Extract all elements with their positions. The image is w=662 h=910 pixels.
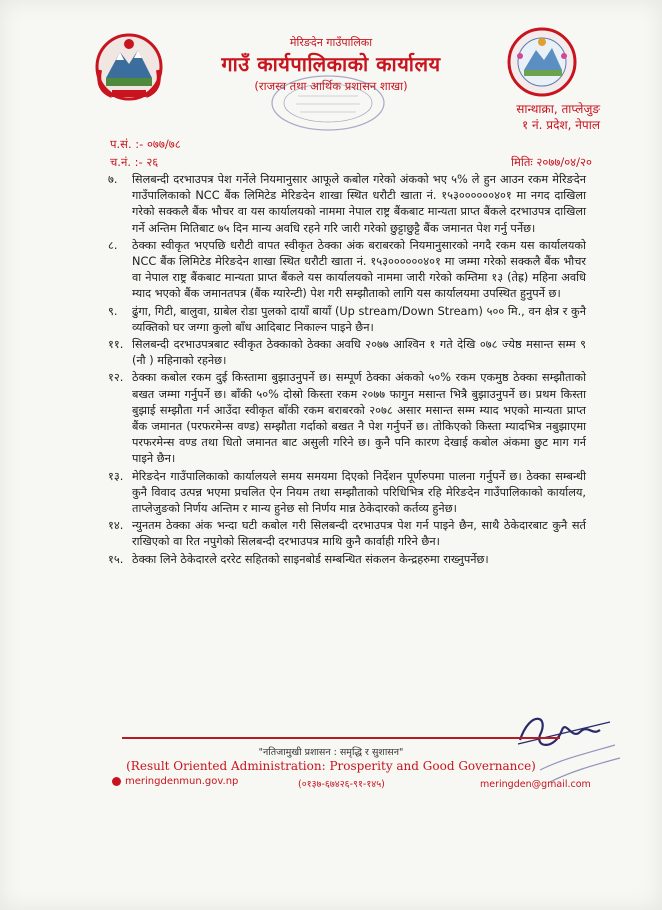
item-number: १३. [108,469,124,483]
list-item [108,370,586,467]
list-item [108,238,586,303]
item-text: ठेक्का लिने ठेकेदारले दररेट सहितको साइनबोर्ड सम्बन्धित संकलन केन्द्रहरुमा राख्नुपर्नेछ। [132,552,489,566]
list-item [108,469,586,518]
item-text: ठेक्का स्वीकृत भएपछि धरौटी वापत स्वीकृत ठेक्का अंक बराबरको नियमानुसारको नगदै रकम यस कार्यालयको NCC बैंक लिमिटेड मेरिङदेन शाखा स्थित धरौटी खाता नं. १५३००००००४०१ मा जम्मा गरेको सक्कलै बैंक भौचर वा नेपाल राष्ट्र बैंकबाट मान्यता प्राप्त बैंकले यस कार्यालयको नाममा जारी गरेको कम्तिमा १३ (तेह्र) महिना अवधि म्याद भएको बैंक जमानतपत्र (बैंक ग्यारेन्टी) पेश गरी सम्झौताको लागि यस कार्यालयमा उपस्थित हुनुपर्ने छ। [132,238,586,301]
item-text: ढुंगा, गिटी, बालुवा, ग्राबेल रोडा पुलको दायाँ बायाँ (Up stream/Down Stream) ५०० मि., वन क्षेत्र र कुनै व्यक्तिको घर जग्गा कुलो बाँध आदिबाट निकाल्न पाइने छैन। [132,304,586,334]
office-title: गाउँ कार्यपालिकाको कार्यालय [221,52,441,76]
item-number: १४. [108,519,124,533]
list-item [108,304,586,336]
footer-rule [122,737,560,739]
item-number: १५. [108,552,124,566]
item-text: ठेक्का कबोल रकम दुई किस्तामा बुझाउनुपर्ने छ। सम्पूर्ण ठेक्का अंकको ५०% रकम एकमुष्ठ ठेक्का सम्झौताको बखत जम्मा गर्नुपर्ने छ। बाँकी ५०% दोस्रो किस्ता रकम २०७७ फागुन मसान्त भित्रै बुझाउनुपर्ने छ। प्रथम किस्ता बुझाई सम्झौता गर्न आउँदा स्वीकृत बाँकी रकम बराबरको २०७८ असार मसान्त सम्म म्याद भएको मान्यता प्राप्त बैंक जमानत (परफरमेन्स वण्ड) सम्झौता गर्दाको बखत नै पेश गर्नुपर्ने छ। तोकिएको किस्ता म्यादभित्र नबुझाएमा परफरमेन्स वण्ड तथा धितो जमानत बाट असुली गरिने छ। कुनै पनि कारण देखाई कबोल अंकमा छुट माग गर्न पाइने छैन। [132,371,586,466]
item-number: ९. [108,304,118,318]
office-stamp-icon [268,72,388,134]
website[interactable] [112,776,238,787]
phone-number: (०१३७-६७४२६-९१-१४५) [298,779,385,790]
item-number: १२. [108,371,124,385]
conditions-list [108,172,586,569]
list-item [108,518,586,550]
branch-name: (राजस्व तथा आर्थिक प्रशासन शाखा) [254,79,408,93]
list-item [108,552,586,568]
item-number: ११. [108,338,124,352]
list-item [108,337,586,369]
item-text: सिलबन्दी दरभाउपत्र पेश गर्नेले नियमानुसार आफूले कबोल गरेको अंकको भए ५% ले हुन आउन रकम मेरिङदेन गाउँपालिकाको NCC बैंक लिमिटेड मेरिङदेन शाखा स्थित धरौटी खाता नं. १५३००००००४०१ मा नगद दाखिला गरेको सक्कलै बैंक भौचर वा यस कार्यालयको नाममा नेपाल राष्ट्र बैंकबाट मान्यता प्राप्त बैंकले दरभाउपत्र दाखिला गर्ने अन्तिम मितिबाट ७५ दिन मान्य अवधि रहने गरि जारी गरेको छुट्टाछुट्टै बैंक जमानत पेश गर्नु पर्नेछ। [132,173,586,235]
address-line-1: सान्थाक्रा, ताप्लेजुङ [516,102,600,116]
patra-sankhya: प.सं. :- ०७७/७८ [110,137,181,151]
motto-english: (Result Oriented Administration: Prosperity and Good Governance) [126,759,536,773]
globe-icon [112,777,121,786]
letter-date: मितिः २०७७/०४/२० [511,155,592,169]
item-text: मेरिङदेन गाउँपालिकाको कार्यालयले समय समयमा दिएको निर्देशन पूर्णरुपमा पालना गर्नुपर्ने छ। ठेक्का सम्बन्धी कुनै विवाद उत्पन्न भएमा प्रचलित ऐन नियम तथा सम्झौताको परिधिभित्र रहि मेरिङदेन गाउँपालिकाको कार्यालय, ताप्लेजुङको निर्णय अन्तिम र मान्य हुनेछ सो निर्णय मान्न ठेकेदारको कर्तव्य हुनेछ। [132,469,586,516]
item-number: ८. [108,238,118,252]
email-address[interactable]: meringden@gmail.com [480,779,591,790]
website-text: meringdenmun.gov.np [125,776,239,787]
item-text: न्युनतम ठेक्का अंक भन्दा घटी कबोल गरी सिलबन्दी दरभाउपत्र पेश गर्न पाइने छैन, साथै ठेकेदारबाट कुनै सर्त राखिएको वा रित नपुगेको सिलबन्दी दरभाउपत्र माथि कुनै कार्वाही गरिने छैन। [132,519,586,549]
municipality-name: मेरिङदेन गाउँपालिका [289,36,373,49]
list-item [108,172,586,237]
address-line-2: १ नं. प्रदेश, नेपाल [521,118,600,132]
motto-nepali: "नतिजामुखी प्रशासन : समृद्धि र सुशासन" [258,747,404,758]
item-number: ७. [108,173,118,186]
item-text: सिलबन्दी दरभाउपत्रबाट स्वीकृत ठेक्काको ठेक्का अवधि २०७७ आश्विन १ गते देखि ०७८ ज्येष्ठ मसान्त सम्म ९ (नौ ) महिनाको रहनेछ। [132,338,586,368]
chalani-number: च.नं. :- २६ [110,155,159,169]
